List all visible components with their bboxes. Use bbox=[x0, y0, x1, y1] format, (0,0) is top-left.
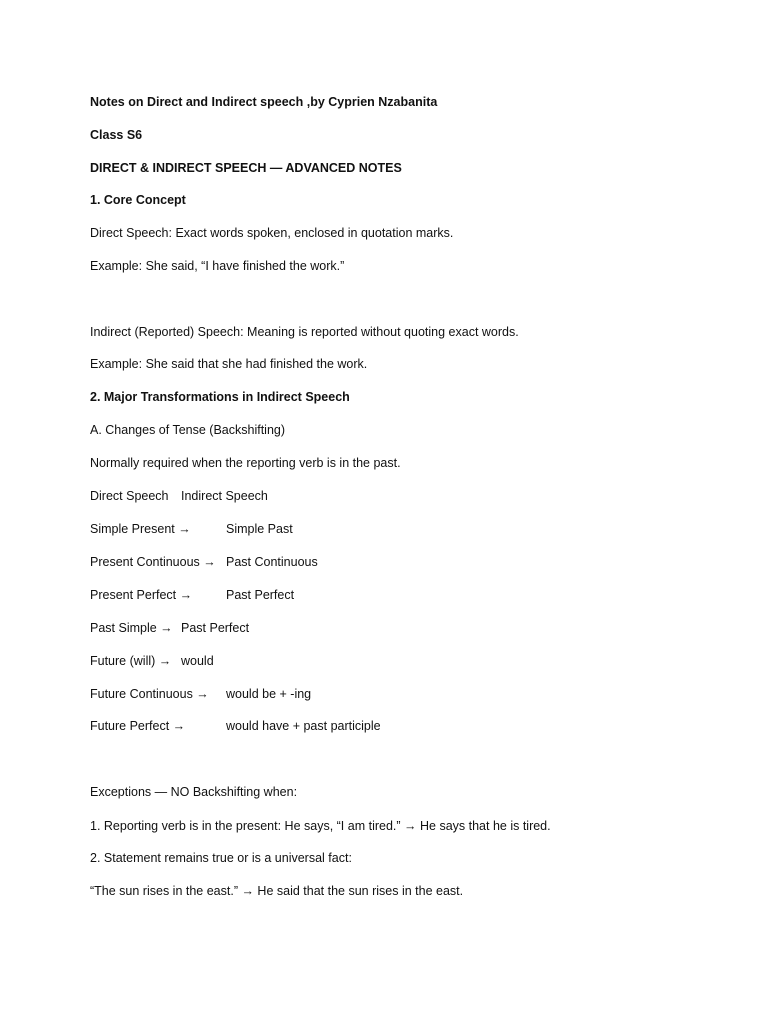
direct-speech-example: Example: She said, “I have finished the work.” bbox=[90, 259, 345, 273]
table-row-indirect: Simple Past bbox=[226, 522, 293, 536]
table-header-direct: Direct Speech bbox=[90, 489, 169, 503]
class-label: Class S6 bbox=[90, 128, 143, 142]
table-header-indirect: Indirect Speech bbox=[181, 489, 268, 503]
table-row-direct: Future Continuous → bbox=[90, 687, 209, 701]
table-row-direct: Present Continuous → bbox=[90, 555, 216, 569]
table-row-direct: Simple Present → bbox=[90, 522, 191, 536]
table-row-indirect: Past Perfect bbox=[226, 588, 295, 602]
table-row-indirect: would be + -ing bbox=[226, 687, 312, 701]
table-row-indirect: Past Continuous bbox=[226, 555, 318, 569]
table-row-indirect: Past Perfect bbox=[181, 621, 250, 635]
exception-item-2-example: “The sun rises in the east.” → He said that the sun rises in the east. bbox=[90, 884, 464, 898]
document-title: Notes on Direct and Indirect speech ,by Cyprien Nzabanita bbox=[90, 95, 438, 109]
table-row-indirect: would have + past participle bbox=[226, 719, 381, 733]
table-row-indirect: would bbox=[181, 654, 214, 668]
section-heading-transformations: 2. Major Transformations in Indirect Speech bbox=[90, 390, 350, 404]
section-heading-core-concept: 1. Core Concept bbox=[90, 193, 186, 207]
table-row-direct: Future (will) → bbox=[90, 654, 172, 668]
indirect-speech-definition: Indirect (Reported) Speech: Meaning is reported without quoting exact words. bbox=[90, 325, 519, 339]
indirect-speech-example: Example: She said that she had finished the work. bbox=[90, 357, 368, 371]
exceptions-heading: Exceptions — NO Backshifting when: bbox=[90, 785, 298, 799]
table-row-direct: Future Perfect → bbox=[90, 719, 186, 733]
exception-item-1: 1. Reporting verb is in the present: He says, “I am tired.” → He says that he is tired. bbox=[90, 819, 551, 833]
exception-item-2: 2. Statement remains true or is a universal fact: bbox=[90, 851, 352, 865]
direct-speech-definition: Direct Speech: Exact words spoken, enclosed in quotation marks. bbox=[90, 226, 454, 240]
notes-heading: DIRECT & INDIRECT SPEECH — ADVANCED NOTES bbox=[90, 161, 402, 175]
subheading-tense-changes: A. Changes of Tense (Backshifting) bbox=[90, 423, 286, 437]
backshifting-note: Normally required when the reporting verb is in the past. bbox=[90, 456, 401, 470]
table-row-direct: Present Perfect → bbox=[90, 588, 193, 602]
table-row-direct: Past Simple → bbox=[90, 621, 173, 635]
